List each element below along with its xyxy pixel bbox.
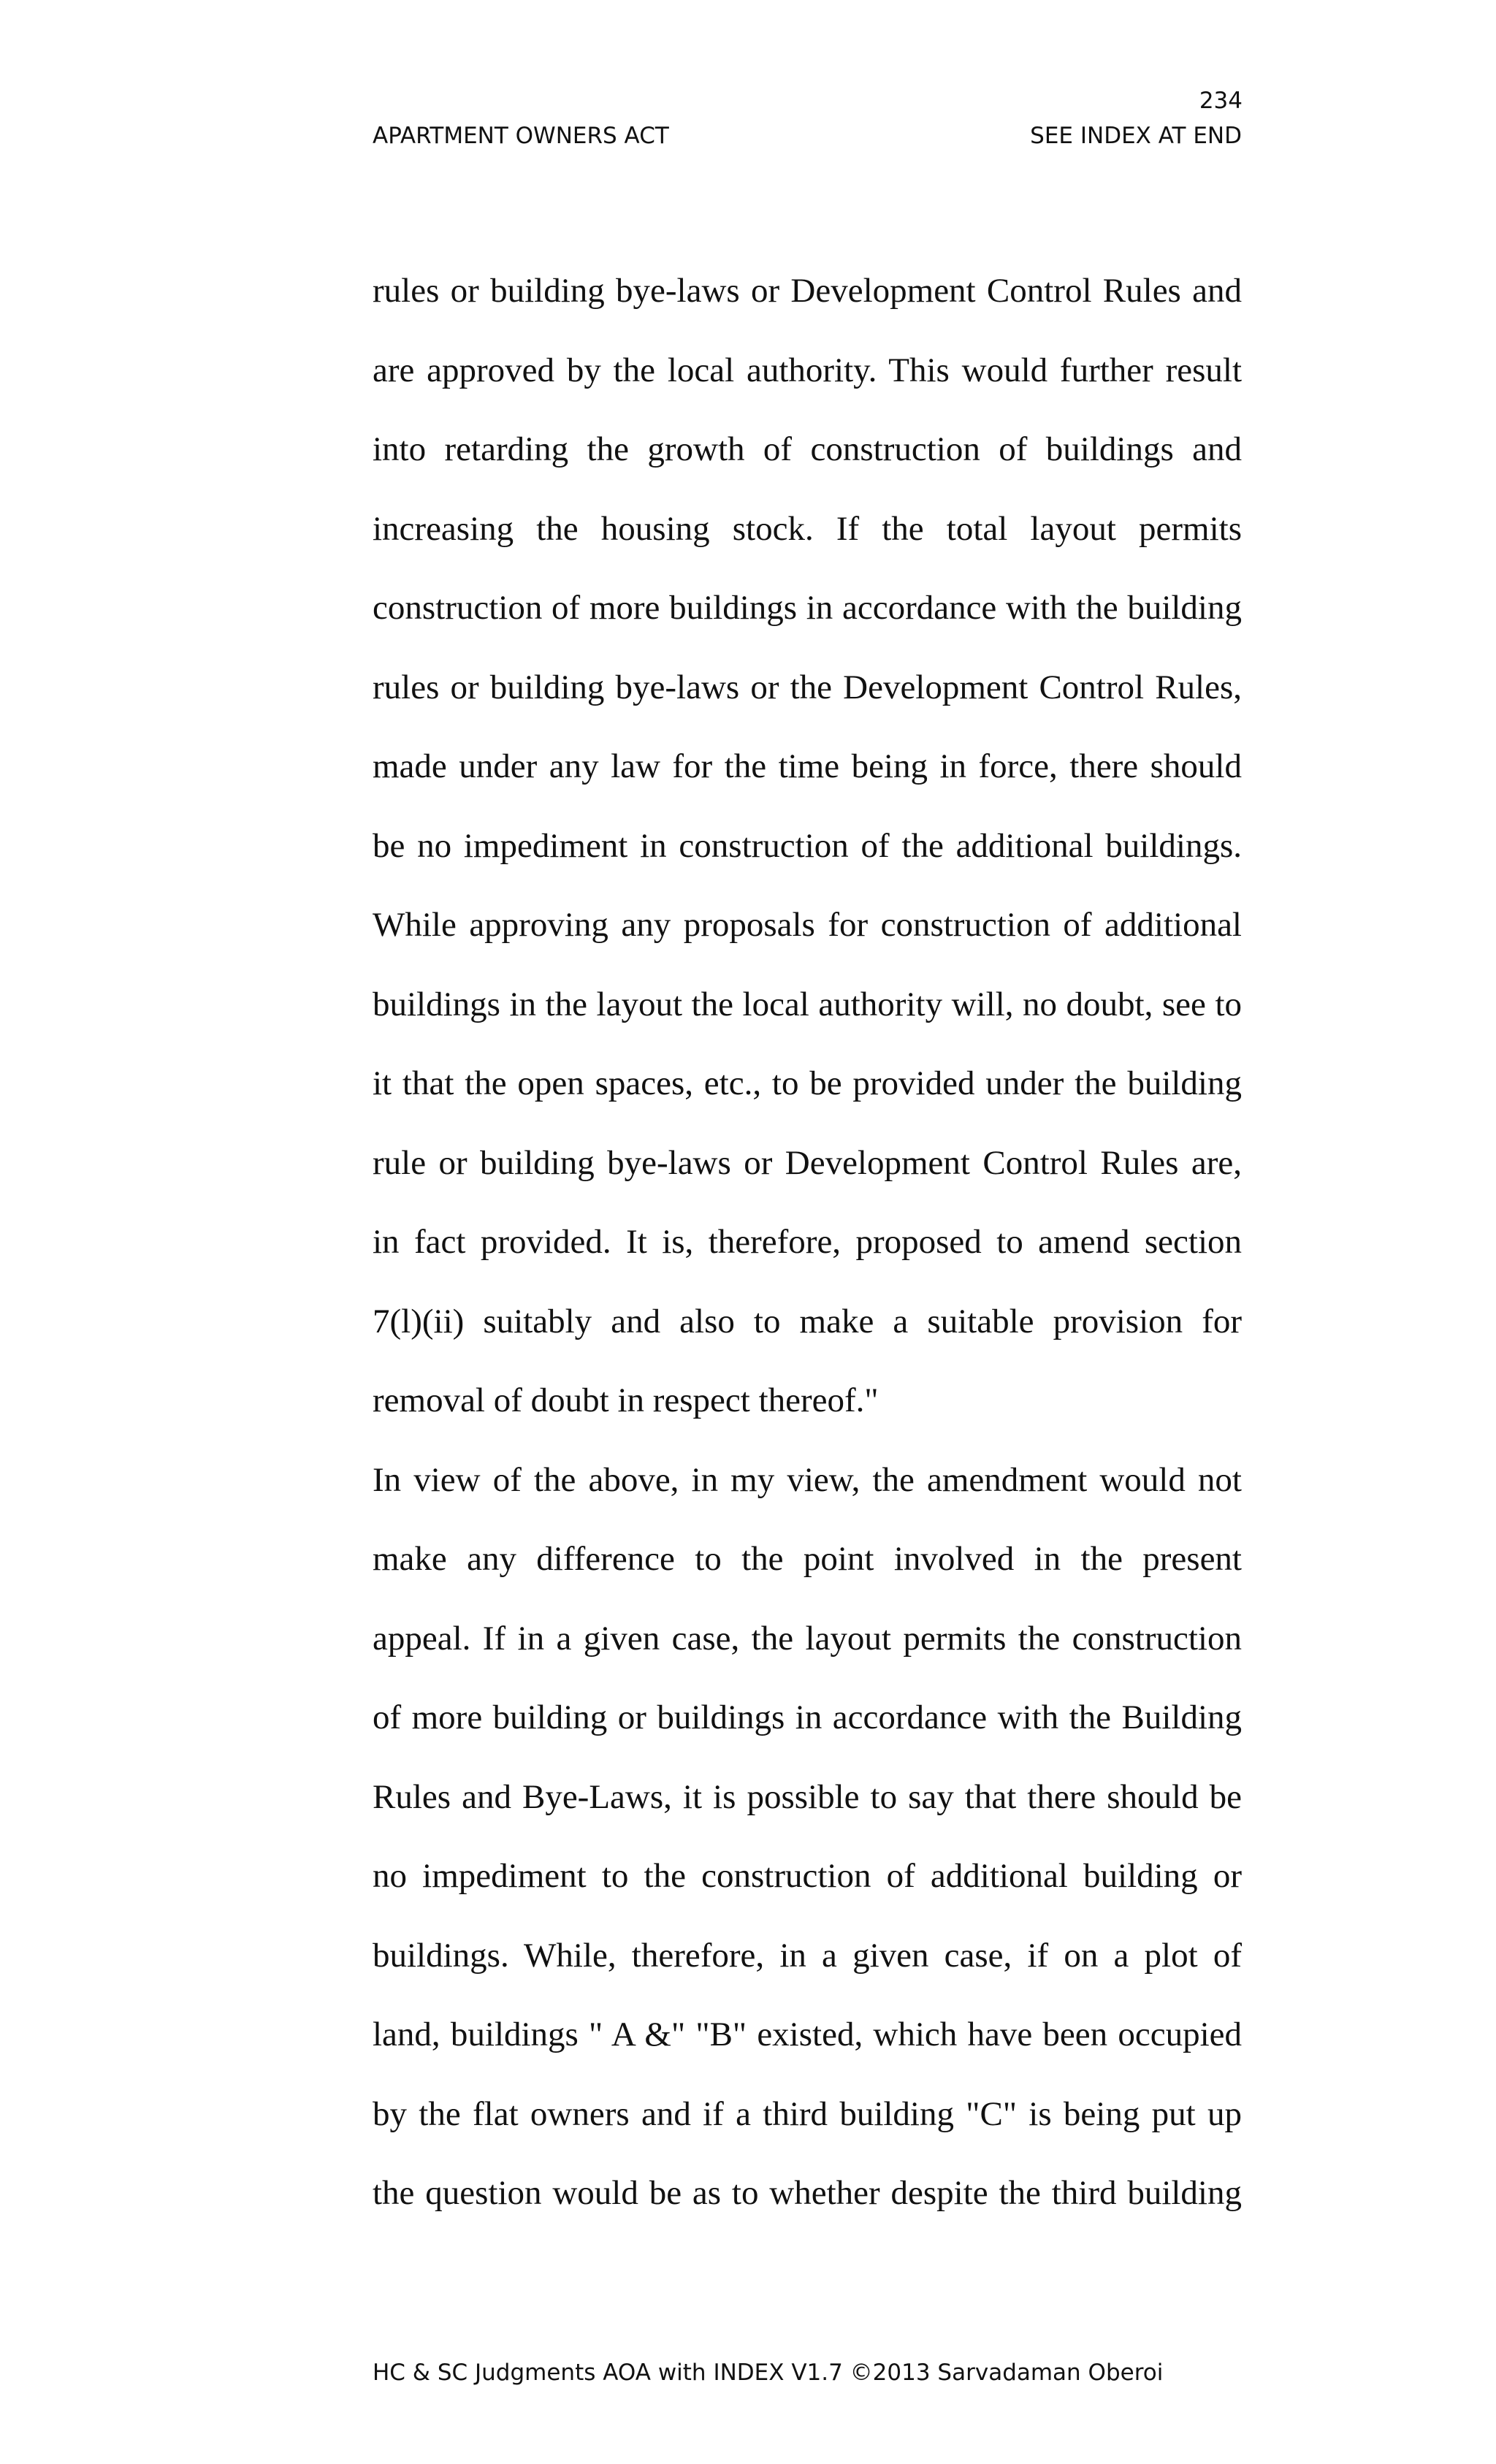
text-line: buildings in the layout the local authority will, no doubt, see to bbox=[373, 985, 1242, 1023]
text-line: increasing the housing stock. If the total layout permits bbox=[373, 509, 1242, 548]
text-line: by the flat owners and if a third building "C" is being put up bbox=[373, 2094, 1242, 2133]
document-body bbox=[373, 251, 1242, 2233]
text-line: make any difference to the point involved in the present bbox=[373, 1540, 1242, 1578]
text-line: the question would be as to whether despite the third building bbox=[373, 2174, 1242, 2212]
text-line: appeal. If in a given case, the layout permits the construction bbox=[373, 1619, 1242, 1658]
header-title-right: SEE INDEX AT END bbox=[1030, 123, 1242, 149]
paragraph-1 bbox=[373, 251, 1242, 1441]
running-header bbox=[373, 121, 1242, 150]
text-line: rules or building bye-laws or the Development Control Rules, bbox=[373, 668, 1242, 706]
text-line: rule or building bye-laws or Development Control Rules are, bbox=[373, 1143, 1242, 1182]
text-line: construction of more buildings in accordance with the building bbox=[373, 589, 1242, 627]
text-line: buildings. While, therefore, in a given case, if on a plot of bbox=[373, 1936, 1242, 1975]
text-line: Rules and Bye-Laws, it is possible to say that there should be bbox=[373, 1777, 1242, 1816]
text-line: are approved by the local authority. This would further result bbox=[373, 351, 1242, 389]
text-line: it that the open spaces, etc., to be provided under the building bbox=[373, 1064, 1242, 1102]
paragraph-2 bbox=[373, 1441, 1242, 2233]
text-line: In view of the above, in my view, the amendment would not bbox=[373, 1460, 1242, 1499]
text-line: of more building or buildings in accordance with the Building bbox=[373, 1698, 1242, 1736]
text-line: be no impediment in construction of the additional buildings. bbox=[373, 826, 1242, 865]
text-line: in fact provided. It is, therefore, proposed to amend section bbox=[373, 1223, 1242, 1261]
text-line: into retarding the growth of construction of buildings and bbox=[373, 430, 1242, 468]
text-line: While approving any proposals for construction of additional bbox=[373, 906, 1242, 944]
text-line: land, buildings " A &" "B" existed, which have been occupied bbox=[373, 2015, 1242, 2053]
text-line: rules or building bye-laws or Development Control Rules and bbox=[373, 272, 1242, 310]
text-line: no impediment to the construction of additional building or bbox=[373, 1857, 1242, 1895]
text-line: 7(l)(ii) suitably and also to make a suitable provision for bbox=[373, 1302, 1242, 1340]
header-title-left: APARTMENT OWNERS ACT bbox=[373, 123, 669, 149]
text-line: removal of doubt in respect thereof." bbox=[373, 1381, 879, 1419]
page-number: 234 bbox=[1199, 88, 1243, 114]
page-footer: HC & SC Judgments AOA with INDEX V1.7 ©2013 Sarvadaman Oberoi bbox=[373, 2360, 1164, 2386]
text-line: made under any law for the time being in force, there should bbox=[373, 747, 1242, 785]
